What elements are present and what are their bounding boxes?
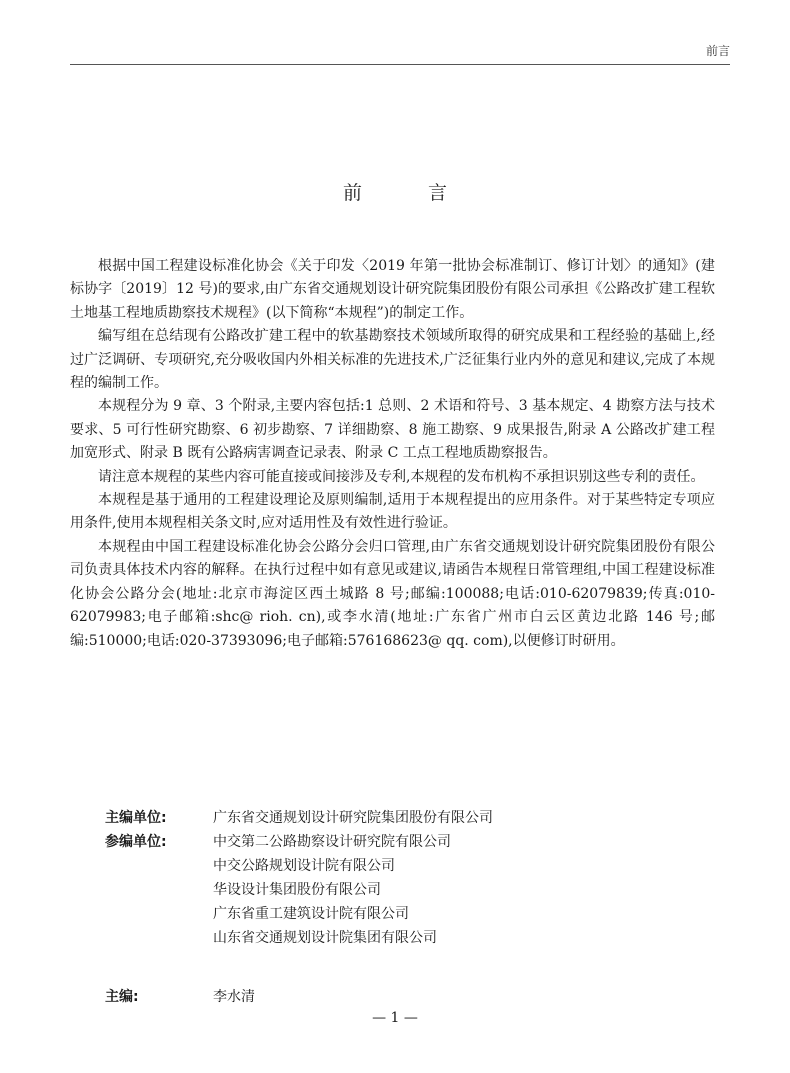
participating-unit-name: 中交第二公路勘察设计研究院有限公司 — [213, 834, 451, 850]
paragraph: 本规程由中国工程建设标准化协会公路分会归口管理,由广东省交通规划设计研究院集团股份有限公司负责具体技术内容的解释。在执行过程中如有意见或建议,请函告本规程日常管理组,中国工程建设标准化协会公路分会(地址:北京市海淀区西土城路 8 号;邮编:100088;电话:010-62079839;传真:010-62079983;电子邮箱:shc@ rioh. cn),或李水清(地址:广东省广州市白云区黄边北路 146 号;邮编:510000;电话:020-37393096;电子邮箱:576168623@ qq. com),以便修订时研用。 — [70, 538, 715, 649]
editing-units — [105, 806, 493, 950]
paragraph: 本规程分为 9 章、3 个附录,主要内容包括:1 总则、2 术语和符号、3 基本规定、4 勘察方法与技术要求、5 可行性研究勘察、6 初步勘察、7 详细勘察、8 施工勘察、9 成果报告,附录 A 公路改扩建工程加宽形式、附录 B 既有公路病害调查记录表、附录 C 工点工程地质勘察报告。 — [70, 398, 715, 462]
paragraph: 编写组在总结现有公路改扩建工程中的软基勘察技术领域所取得的研究成果和工程经验的基础上,经过广泛调研、专项研究,充分吸收国内外相关标准的先进技术,广泛征集行业内外的意见和建议,完成了本规程的编制工作。 — [70, 328, 715, 392]
paragraph: 本规程是基于通用的工程建设理论及原则编制,适用于本规程提出的应用条件。对于某些特定专项应用条件,使用本规程相关条文时,应对适用性及有效性进行验证。 — [70, 492, 715, 532]
participating-unit-name: 华设设计集团股份有限公司 — [213, 882, 381, 898]
participating-unit-name: 山东省交通规划设计院集团有限公司 — [213, 930, 437, 946]
chief-unit-label: 主编单位: — [105, 810, 167, 826]
page-title: 前 言 — [342, 182, 478, 204]
participating-unit-label: 参编单位: — [105, 834, 167, 850]
participating-unit-row — [105, 830, 493, 854]
paragraph: 请注意本规程的某些内容可能直接或间接涉及专利,本规程的发布机构不承担识别这些专利的责任。 — [98, 468, 705, 485]
chief-unit-name: 广东省交通规划设计研究院集团股份有限公司 — [213, 810, 493, 826]
page-number: — 1 — — [372, 1010, 418, 1026]
running-header: 前言 — [705, 44, 730, 58]
chief-editor-name: 李水清 — [213, 989, 255, 1005]
participating-unit-row — [105, 926, 493, 950]
participating-unit-name: 中交公路规划设计院有限公司 — [213, 858, 395, 874]
preface-body — [70, 255, 715, 653]
participating-unit-row — [105, 878, 493, 902]
participating-unit-row — [105, 854, 493, 878]
chief-editor-label: 主编: — [105, 989, 139, 1005]
chief-editor-row — [105, 986, 255, 1006]
participating-unit-row — [105, 902, 493, 926]
header-divider — [70, 64, 730, 65]
participating-unit-name: 广东省重工建筑设计院有限公司 — [213, 906, 409, 922]
paragraph: 根据中国工程建设标准化协会《关于印发〈2019 年第一批协会标准制订、修订计划〉的通知》(建标协字〔2019〕12 号)的要求,由广东省交通规划设计研究院集团股份有限公司承担《公路改扩建工程软土地基工程地质勘察技术规程》(以下简称“本规程”)的制定工作。 — [70, 258, 715, 321]
chief-unit-row — [105, 806, 493, 830]
